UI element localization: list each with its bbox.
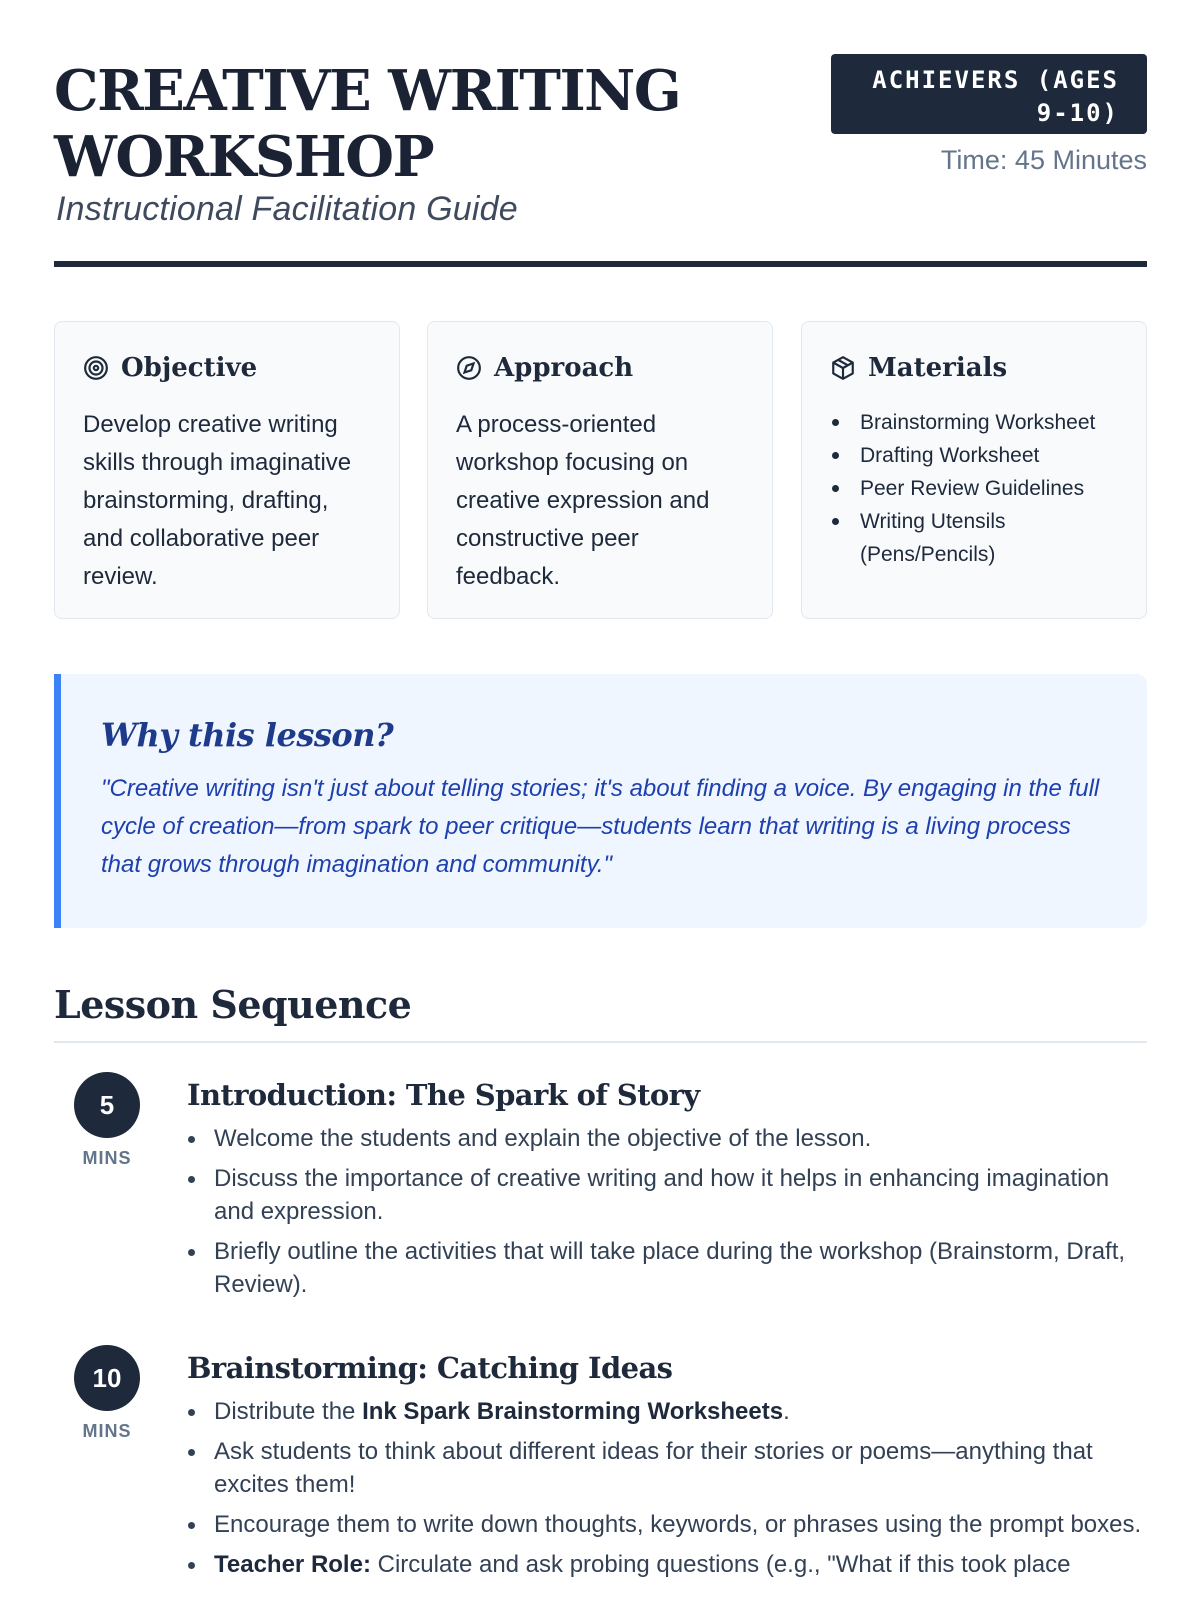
step-list (187, 1122, 1147, 1301)
materials-item: Writing Utensils (Pens/Pencils) (830, 505, 1120, 571)
step-content (187, 1345, 1147, 1588)
page-subtitle: Instructional Facilitation Guide (56, 190, 518, 228)
step-list-item: Briefly outline the activities that will take place during the workshop (Brainstorm, Draft, Review). (187, 1235, 1147, 1301)
duration-unit: MINS (82, 1421, 132, 1441)
lesson-sequence-divider (54, 1041, 1147, 1043)
materials-item: Brainstorming Worksheet (830, 406, 1120, 439)
page-header (54, 0, 1147, 270)
compass-icon (456, 355, 482, 381)
duration-unit: MINS (82, 1148, 132, 1168)
approach-title-text: Approach (494, 353, 634, 383)
why-title: Why this lesson? (101, 716, 394, 754)
why-this-lesson-callout (54, 674, 1147, 928)
step-list-item (187, 1395, 1147, 1428)
page-title: CREATIVE WRITING WORKSHOP (54, 58, 681, 190)
duration-circle: 10 (74, 1345, 140, 1411)
step-content (187, 1072, 1147, 1308)
item-emphasis: Ink Spark Brainstorming Worksheets (362, 1398, 784, 1425)
materials-card (801, 321, 1147, 619)
item-text: Distribute the (214, 1398, 363, 1425)
duration-marker (74, 1072, 140, 1169)
materials-title-text: Materials (868, 353, 1008, 383)
step-list-item: Discuss the importance of creative writing and how it helps in enhancing imagination and expression. (187, 1162, 1147, 1228)
lesson-sequence-heading: Lesson Sequence (54, 982, 412, 1027)
approach-card (427, 321, 773, 619)
duration-marker (74, 1345, 140, 1442)
why-quote: "Creative writing isn't just about telling stories; it's about finding a voice. By engaging in the full cycle of creation—from spark to peer critique—students learn that writing is a living process that grows through imagination and community." (101, 775, 1100, 878)
materials-item: Drafting Worksheet (830, 439, 1120, 472)
overview-cards (54, 321, 1147, 621)
objective-text: Develop creative writing skills through imaginative brainstorming, drafting, and collaborative peer review. (83, 411, 352, 590)
item-emphasis: Teacher Role: (214, 1551, 371, 1578)
approach-card-title (456, 350, 746, 386)
lesson-guide-page (54, 0, 1147, 1578)
item-text: . (783, 1398, 790, 1425)
step-title: Brainstorming: Catching Ideas (187, 1351, 673, 1385)
step-list-item: Welcome the students and explain the objective of the lesson. (187, 1122, 1147, 1155)
lesson-duration: Time: 45 Minutes (940, 145, 1147, 175)
target-icon (83, 355, 109, 381)
objective-card (54, 321, 400, 619)
objective-card-title (83, 350, 373, 386)
objective-title-text: Objective (121, 353, 258, 383)
step-list-item: Ask students to think about different ideas for their stories or poems—anything that excites them! (187, 1435, 1147, 1501)
step-list (187, 1395, 1147, 1581)
box-icon (830, 355, 856, 381)
step-title: Introduction: The Spark of Story (187, 1078, 700, 1112)
header-divider (54, 261, 1147, 267)
materials-item: Peer Review Guidelines (830, 472, 1120, 505)
item-text: Circulate and ask probing questions (e.g., "What if this took place (370, 1551, 1071, 1578)
step-list-item: Encourage them to write down thoughts, keywords, or phrases using the prompt boxes. (187, 1508, 1147, 1541)
materials-card-title (830, 350, 1120, 386)
approach-text: A process-oriented workshop focusing on creative expression and constructive peer feedback. (456, 411, 710, 590)
age-group-badge: ACHIEVERS (AGES 9-10) (831, 54, 1147, 134)
duration-circle: 5 (74, 1072, 140, 1138)
materials-list (830, 406, 1120, 571)
step-list-item (187, 1548, 1147, 1581)
